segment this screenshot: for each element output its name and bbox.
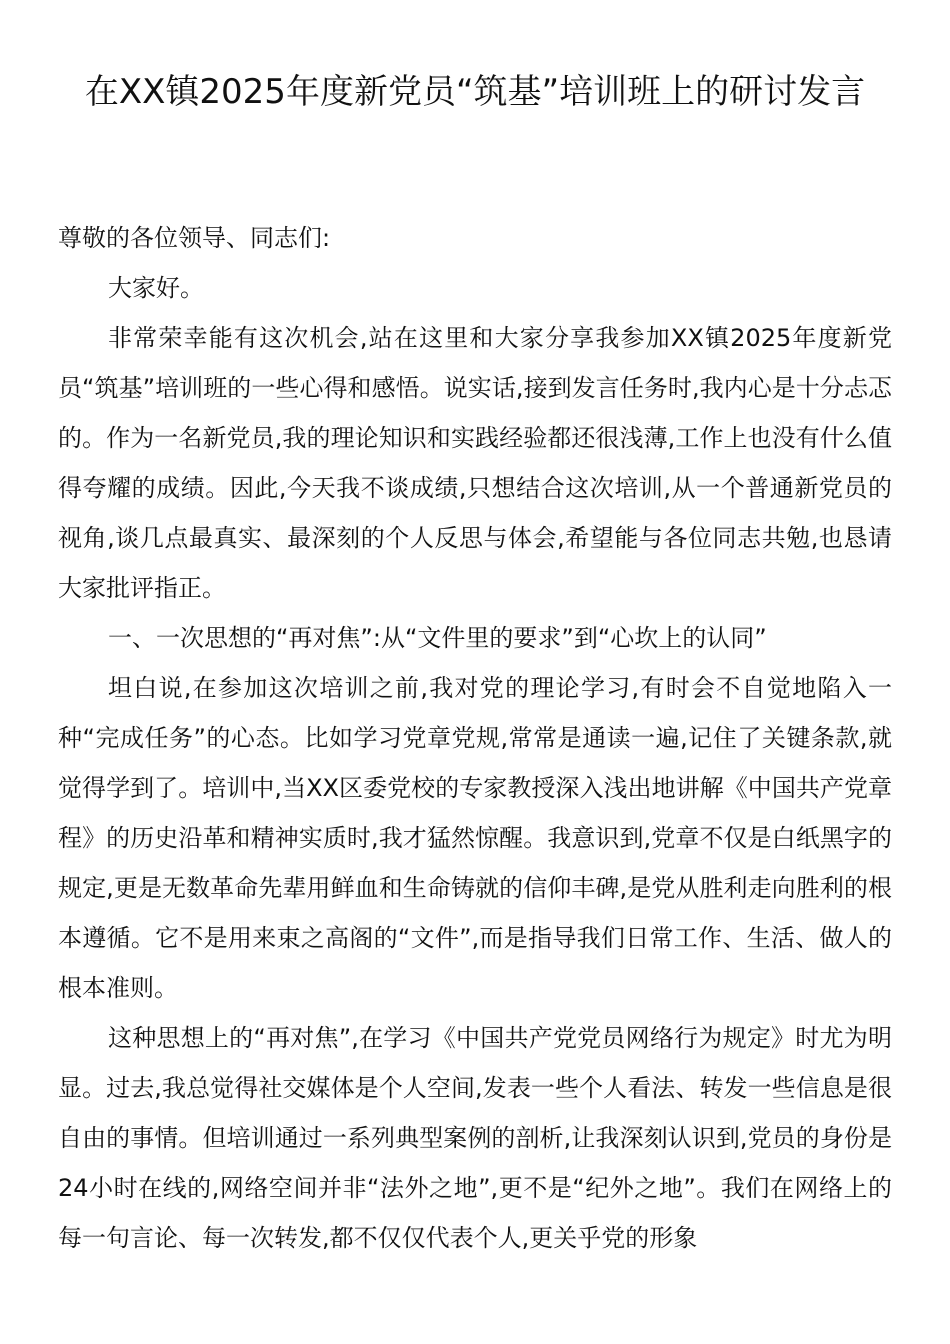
paragraph-body: 这种思想上的“再对焦”,在学习《中国共产党党员网络行为规定》时尤为明显。过去,我总觉得社交媒体是个人空间,发表一些个人看法、转发一些信息是很自由的事情。但培训通过一系列典型案例的剖析,让我深刻认识到,党员的身份是24小时在线的,网络空间并非“法外之地”,更不是“纪外之地”。我们在网络上的每一句言论、每一次转发,都不仅仅代表个人,更关乎党的形象 xyxy=(58,1024,892,1252)
paragraph-body: 坦白说,在参加这次培训之前,我对党的理论学习,有时会不自觉地陷入一种“完成任务”的心态。比如学习党章党规,常常是通读一遍,记住了关键条款,就觉得学到了。培训中,当XX区委党校的专家教授深入浅出地讲解《中国共产党章程》的历史沿革和精神实质时,我才猛然惊醒。我意识到,党章不仅是白纸黑字的规定,更是无数革命先辈用鲜血和生命铸就的信仰丰碑,是党从胜利走向胜利的根本遵循。它不是用来束之高阁的“文件”,而是指导我们日常工作、生活、做人的根本准则。 xyxy=(58,674,892,1002)
document-title: 在XX镇2025年度新党员“筑基”培训班上的研讨发言 xyxy=(84,72,866,112)
document-body xyxy=(58,213,892,1263)
section-heading-1: 一、一次思想的“再对焦”:从“文件里的要求”到“心坎上的认同” xyxy=(108,624,767,652)
paragraph-intro: 非常荣幸能有这次机会,站在这里和大家分享我参加XX镇2025年度新党员“筑基”培训班的一些心得和感悟。说实话,接到发言任务时,我内心是十分忐忑的。作为一名新党员,我的理论知识和实践经验都还很浅薄,工作上也没有什么值得夸耀的成绩。因此,今天我不谈成绩,只想结合这次培训,从一个普通新党员的视角,谈几点最真实、最深刻的个人反思与体会,希望能与各位同志共勉,也恳请大家批评指正。 xyxy=(58,324,892,602)
paragraph-greeting: 大家好。 xyxy=(108,274,204,302)
salutation: 尊敬的各位领导、同志们: xyxy=(58,224,331,252)
